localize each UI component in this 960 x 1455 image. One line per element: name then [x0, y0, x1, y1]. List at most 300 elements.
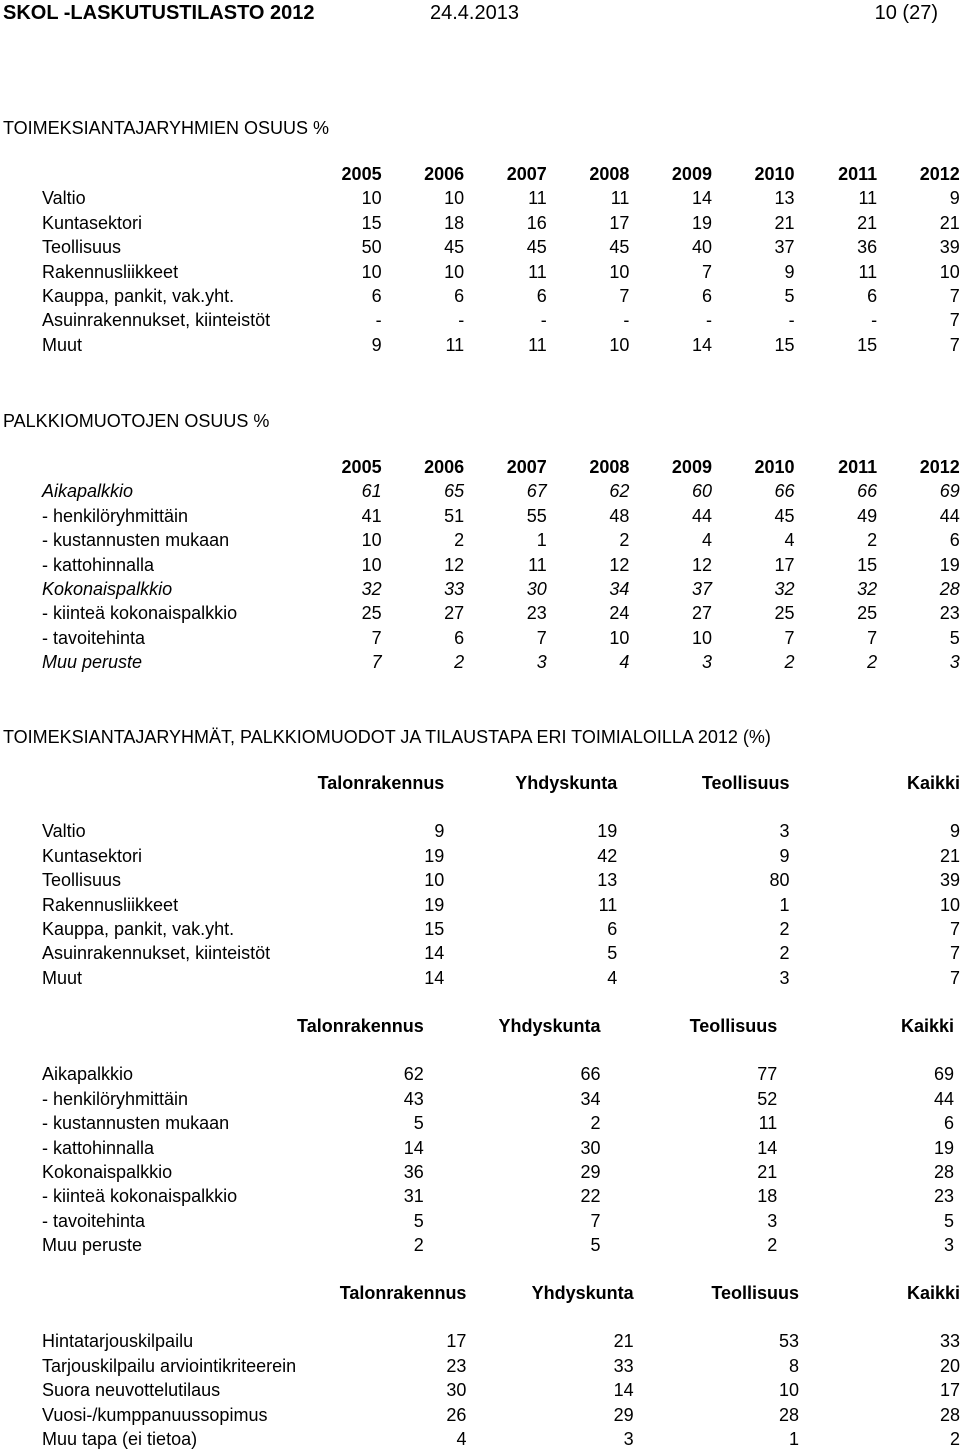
cell-value: 39 [939, 237, 960, 258]
table-row [42, 1087, 954, 1111]
cell-value: 14 [403, 1137, 424, 1158]
table-header-row [42, 162, 960, 186]
cell-value: 23 [526, 603, 547, 624]
cell-value: 23 [446, 1355, 467, 1376]
cell-value: 2 [590, 1113, 601, 1134]
cell-value: 21 [857, 212, 878, 233]
cell-value: 1 [779, 894, 790, 915]
cell-value: 12 [444, 554, 465, 575]
row-label: - kustannusten mukaan [42, 530, 230, 551]
cell-value: 3 [767, 1210, 778, 1231]
row-label: Kokonaispalkkio [42, 579, 173, 600]
cell-value: 10 [361, 261, 382, 282]
cell-value: 66 [580, 1064, 601, 1085]
row-label: - kattohinnalla [42, 554, 155, 575]
cell-value: 19 [424, 845, 445, 866]
table-row [42, 260, 960, 284]
table-row [42, 1233, 954, 1257]
cell-value: 4 [456, 1429, 467, 1450]
cell-value: 5 [590, 1235, 601, 1256]
cell-value: 44 [691, 505, 712, 526]
cell-value: 44 [939, 505, 960, 526]
cell-value: 66 [774, 481, 795, 502]
column-header: 2009 [671, 457, 712, 477]
cell-value: 27 [691, 603, 712, 624]
cell-value: 21 [757, 1162, 778, 1183]
cell-value: - [375, 310, 382, 331]
cell-value: 29 [613, 1404, 634, 1425]
table-row [42, 626, 960, 650]
section-title-fees: PALKKIOMUOTOJEN OSUUS % [3, 411, 270, 431]
cell-value: 45 [774, 505, 795, 526]
cell-value: 11 [528, 554, 547, 575]
cell-value: 30 [580, 1137, 601, 1158]
cell-value: 10 [361, 188, 382, 209]
cell-value: 62 [403, 1064, 424, 1085]
cell-value: 69 [939, 481, 960, 502]
cell-value: 60 [691, 481, 712, 502]
cell-value: 10 [609, 261, 630, 282]
cell-value: 7 [949, 286, 960, 307]
row-label: Asuinrakennukset, kiinteistöt [42, 310, 271, 331]
cell-value: 4 [607, 967, 618, 988]
row-label: Muut [42, 334, 83, 355]
cell-value: 19 [597, 821, 618, 842]
cell-value: 10 [444, 188, 465, 209]
cell-value: 50 [361, 237, 382, 258]
row-label: Muu peruste [42, 1235, 143, 1256]
cell-value: 15 [424, 919, 445, 940]
table-header-row [42, 1014, 954, 1038]
cell-value: 22 [580, 1186, 601, 1207]
cell-value: 19 [691, 212, 712, 233]
cell-value: 4 [784, 530, 795, 551]
row-label: Aikapalkkio [42, 481, 134, 502]
cell-value: 6 [371, 286, 382, 307]
cell-value: 67 [526, 481, 547, 502]
cell-value: 13 [774, 188, 795, 209]
cell-value: 6 [454, 286, 465, 307]
column-header: 2010 [754, 164, 795, 184]
cell-value: 6 [943, 1113, 954, 1134]
cell-value: 41 [361, 505, 382, 526]
cell-value: 17 [774, 554, 795, 575]
cell-value: 4 [701, 530, 712, 551]
cell-value: 11 [445, 334, 465, 355]
table-row [42, 1403, 960, 1427]
cell-value: 2 [867, 530, 878, 551]
cell-value: 3 [536, 652, 547, 673]
column-header: Teollisuus [689, 1016, 778, 1036]
cell-value: 61 [361, 481, 382, 502]
cell-value: 31 [403, 1186, 424, 1207]
cell-value: 49 [857, 505, 878, 526]
cell-value: 10 [609, 334, 630, 355]
cell-value: 5 [943, 1210, 954, 1231]
section-title-clients: TOIMEKSIANTAJARYHMIEN OSUUS % [3, 118, 330, 138]
cell-value: 32 [361, 579, 382, 600]
cell-value: - [871, 310, 878, 331]
cell-value: 2 [949, 1429, 960, 1450]
cell-value: 7 [949, 919, 960, 940]
row-label: Teollisuus [42, 870, 122, 891]
row-label: Kokonaispalkkio [42, 1162, 173, 1183]
cell-value: 32 [857, 579, 878, 600]
table-row [42, 1111, 954, 1135]
table-row [42, 941, 960, 965]
cell-value: 23 [933, 1186, 954, 1207]
row-label: Aikapalkkio [42, 1064, 134, 1085]
cell-value: 3 [623, 1429, 634, 1450]
cell-value: 3 [949, 652, 960, 673]
table-row [42, 844, 960, 868]
cell-value: 14 [757, 1137, 778, 1158]
table-row [42, 235, 960, 259]
cell-value: 32 [774, 579, 795, 600]
row-label: Kuntasektori [42, 212, 143, 233]
cell-value: 36 [857, 237, 878, 258]
column-header: 2011 [838, 164, 878, 184]
cell-value: 2 [767, 1235, 778, 1256]
cell-value: 7 [949, 943, 960, 964]
row-label: - kattohinnalla [42, 1137, 155, 1158]
table-row [42, 819, 960, 843]
row-label: Muu peruste [42, 652, 143, 673]
cell-value: 14 [691, 334, 712, 355]
cell-value: 9 [371, 334, 382, 355]
column-header: 2005 [341, 457, 382, 477]
cell-value: 21 [774, 212, 795, 233]
cell-value: 6 [454, 627, 465, 648]
cell-value: 10 [778, 1380, 800, 1401]
cell-value: 48 [609, 505, 630, 526]
cell-value: 11 [528, 334, 547, 355]
cell-value: 1 [789, 1429, 800, 1450]
cell-value: 19 [933, 1137, 954, 1158]
table-row [42, 1378, 960, 1402]
cell-value: 26 [446, 1404, 467, 1425]
cell-value: 29 [580, 1162, 601, 1183]
cell-value: 3 [779, 821, 790, 842]
cell-value: 2 [867, 652, 878, 673]
sector-clients-table [42, 771, 960, 990]
cell-value: 10 [424, 870, 445, 891]
cell-value: 10 [691, 627, 712, 648]
cell-value: 7 [590, 1210, 601, 1231]
cell-value: 2 [784, 652, 795, 673]
cell-value: 25 [857, 603, 878, 624]
column-header: 2007 [506, 457, 547, 477]
cell-value: 9 [434, 821, 445, 842]
cell-value: 42 [597, 845, 618, 866]
cell-value: 9 [779, 845, 790, 866]
cell-value: 14 [424, 967, 445, 988]
cell-value: 34 [609, 579, 630, 600]
report-title: SKOL -LASKUTUSTILASTO 2012 [3, 2, 315, 24]
column-header: 2012 [919, 457, 960, 477]
cell-value: 11 [598, 894, 618, 915]
cell-value: 2 [619, 530, 630, 551]
cell-value: 33 [444, 579, 465, 600]
row-label: Asuinrakennukset, kiinteistöt [42, 943, 271, 964]
table-row [42, 1427, 960, 1451]
row-label: - kiinteä kokonaispalkkio [42, 603, 238, 624]
cell-value: 66 [857, 481, 878, 502]
cell-value: 37 [774, 237, 795, 258]
fee-forms-share-table [42, 455, 960, 675]
cell-value: 2 [454, 652, 465, 673]
table-row [42, 479, 960, 503]
cell-value: 19 [424, 894, 445, 915]
cell-value: 10 [939, 894, 960, 915]
cell-value: - [788, 310, 795, 331]
row-label: - henkilöryhmittäin [42, 1088, 189, 1109]
cell-value: 15 [857, 554, 878, 575]
cell-value: 5 [413, 1113, 424, 1134]
table-row [42, 650, 960, 674]
column-header: Kaikki [906, 1283, 960, 1303]
cell-value: 45 [444, 237, 465, 258]
cell-value: 2 [779, 919, 790, 940]
cell-value: 39 [939, 870, 960, 891]
cell-value: 17 [939, 1380, 960, 1401]
cell-value: 6 [867, 286, 878, 307]
cell-value: 21 [939, 212, 960, 233]
cell-value: 9 [949, 188, 960, 209]
table-row [42, 1209, 954, 1233]
cell-value: 5 [607, 943, 618, 964]
column-header: Talonrakennus [339, 1283, 467, 1303]
column-header: 2006 [424, 164, 465, 184]
page-header [0, 0, 960, 30]
cell-value: 7 [619, 286, 630, 307]
cell-value: 44 [933, 1088, 954, 1109]
table-header-row [42, 771, 960, 795]
row-label: - tavoitehinta [42, 1210, 146, 1231]
cell-value: 7 [867, 627, 878, 648]
cell-value: 12 [691, 554, 712, 575]
table-row [42, 917, 960, 941]
table-header-row [42, 1281, 960, 1305]
cell-value: 69 [933, 1064, 954, 1085]
table-row [42, 333, 960, 357]
cell-value: 7 [949, 334, 960, 355]
table-row [42, 308, 960, 332]
cell-value: 80 [769, 870, 790, 891]
cell-value: 3 [943, 1235, 954, 1256]
table-row [42, 186, 960, 210]
cell-value: 10 [361, 554, 382, 575]
row-label: Muut [42, 967, 83, 988]
table-row [42, 211, 960, 235]
cell-value: 28 [778, 1404, 800, 1425]
table-row [42, 868, 960, 892]
cell-value: 11 [528, 188, 547, 209]
cell-value: 8 [789, 1355, 800, 1376]
cell-value: 30 [446, 1380, 467, 1401]
cell-value: 15 [361, 212, 382, 233]
column-header: Yhdyskunta [498, 1016, 601, 1036]
table-row [42, 601, 960, 625]
table-row [42, 504, 960, 528]
clients-share-table [42, 162, 960, 357]
cell-value: 7 [371, 627, 382, 648]
row-label: Valtio [42, 821, 86, 842]
cell-value: 34 [580, 1088, 601, 1109]
cell-value: 17 [609, 212, 630, 233]
table-row [42, 1354, 960, 1378]
cell-value: 10 [444, 261, 465, 282]
cell-value: 14 [613, 1380, 634, 1401]
table-row [42, 966, 960, 990]
column-header: 2005 [341, 164, 382, 184]
cell-value: 28 [939, 579, 960, 600]
column-header: Teollisuus [711, 1283, 800, 1303]
cell-value: 28 [933, 1162, 954, 1183]
cell-value: 7 [701, 261, 712, 282]
cell-value: 7 [536, 627, 547, 648]
column-header: 2006 [424, 457, 465, 477]
cell-value: 55 [526, 505, 547, 526]
cell-value: 16 [526, 212, 547, 233]
cell-value: 4 [619, 652, 630, 673]
row-label: - kiinteä kokonaispalkkio [42, 1186, 238, 1207]
row-label: - henkilöryhmittäin [42, 505, 189, 526]
cell-value: 51 [444, 505, 465, 526]
column-header: Kaikki [900, 1016, 954, 1036]
table-row [42, 553, 960, 577]
cell-value: 25 [774, 603, 795, 624]
cell-value: 11 [858, 261, 878, 282]
table-row [42, 1329, 960, 1353]
table-row [42, 1062, 954, 1086]
cell-value: 6 [701, 286, 712, 307]
cell-value: 5 [949, 627, 960, 648]
cell-value: 37 [691, 579, 712, 600]
cell-value: 18 [444, 212, 465, 233]
cell-value: 2 [779, 943, 790, 964]
sector-ordering-table [42, 1281, 960, 1451]
column-header: Kaikki [906, 773, 960, 793]
table-row [42, 1136, 954, 1160]
cell-value: 40 [691, 237, 712, 258]
cell-value: 2 [413, 1235, 424, 1256]
cell-value: 14 [424, 943, 445, 964]
column-header: 2011 [838, 457, 878, 477]
cell-value: 65 [444, 481, 465, 502]
row-label: - tavoitehinta [42, 627, 146, 648]
cell-value: - [458, 310, 465, 331]
row-label: Muu tapa (ei tietoa) [42, 1429, 198, 1450]
report-date: 24.4.2013 [430, 2, 519, 24]
cell-value: 52 [757, 1088, 778, 1109]
column-header: 2010 [754, 457, 795, 477]
cell-value: 11 [528, 261, 547, 282]
row-label: Tarjouskilpailu arviointikriteerein [42, 1355, 297, 1376]
column-header: Yhdyskunta [515, 773, 618, 793]
table-row [42, 1160, 954, 1184]
table-row [42, 893, 960, 917]
column-header: Teollisuus [701, 773, 790, 793]
cell-value: 5 [413, 1210, 424, 1231]
cell-value: 21 [613, 1331, 634, 1352]
table-row [42, 284, 960, 308]
cell-value: 20 [939, 1355, 960, 1376]
cell-value: 7 [371, 652, 382, 673]
cell-value: 36 [403, 1162, 424, 1183]
cell-value: 27 [444, 603, 465, 624]
column-header: 2008 [589, 457, 630, 477]
cell-value: 15 [857, 334, 878, 355]
row-label: Valtio [42, 188, 86, 209]
sector-fees-table [42, 1014, 954, 1258]
cell-value: - [540, 310, 547, 331]
cell-value: 45 [609, 237, 630, 258]
cell-value: 19 [939, 554, 960, 575]
table-header-row [42, 455, 960, 479]
row-label: Suora neuvottelutilaus [42, 1380, 221, 1401]
cell-value: 3 [701, 652, 712, 673]
table-row [42, 1184, 954, 1208]
cell-value: - [623, 310, 630, 331]
cell-value: 18 [757, 1186, 778, 1207]
cell-value: 21 [939, 845, 960, 866]
cell-value: 23 [939, 603, 960, 624]
cell-value: 33 [613, 1355, 634, 1376]
cell-value: 13 [597, 870, 618, 891]
cell-value: 12 [609, 554, 630, 575]
row-label: Kauppa, pankit, vak.yht. [42, 286, 235, 307]
page-number: 10 (27) [874, 2, 938, 24]
column-header: 2008 [589, 164, 630, 184]
cell-value: 11 [610, 188, 630, 209]
column-header: Yhdyskunta [531, 1283, 634, 1303]
cell-value: 30 [526, 579, 547, 600]
table-row [42, 528, 960, 552]
cell-value: 10 [939, 261, 960, 282]
row-label: Vuosi-/kumppanuussopimus [42, 1404, 268, 1425]
cell-value: 14 [691, 188, 712, 209]
cell-value: 9 [784, 261, 795, 282]
row-label: Teollisuus [42, 237, 122, 258]
cell-value: 7 [949, 967, 960, 988]
row-label: Kauppa, pankit, vak.yht. [42, 919, 235, 940]
cell-value: 1 [536, 530, 547, 551]
cell-value: 62 [609, 481, 630, 502]
cell-value: 9 [949, 821, 960, 842]
cell-value: 10 [609, 627, 630, 648]
row-label: Kuntasektori [42, 845, 143, 866]
row-label: Rakennusliikkeet [42, 894, 179, 915]
cell-value: 25 [361, 603, 382, 624]
cell-value: 7 [949, 310, 960, 331]
column-header: 2012 [919, 164, 960, 184]
cell-value: 33 [939, 1331, 960, 1352]
cell-value: 7 [784, 627, 795, 648]
section-title-sectors: TOIMEKSIANTAJARYHMÄT, PALKKIOMUODOT JA TILAUSTAPA ERI TOIMIALOILLA 2012 (%) [3, 727, 771, 747]
cell-value: 28 [939, 1404, 960, 1425]
cell-value: 11 [858, 188, 878, 209]
cell-value: 6 [607, 919, 618, 940]
row-label: - kustannusten mukaan [42, 1113, 230, 1134]
cell-value: 24 [609, 603, 630, 624]
cell-value: 15 [774, 334, 795, 355]
cell-value: 2 [454, 530, 465, 551]
cell-value: 5 [784, 286, 795, 307]
cell-value: 6 [536, 286, 547, 307]
cell-value: 43 [403, 1088, 424, 1109]
column-header: Talonrakennus [297, 1016, 424, 1036]
